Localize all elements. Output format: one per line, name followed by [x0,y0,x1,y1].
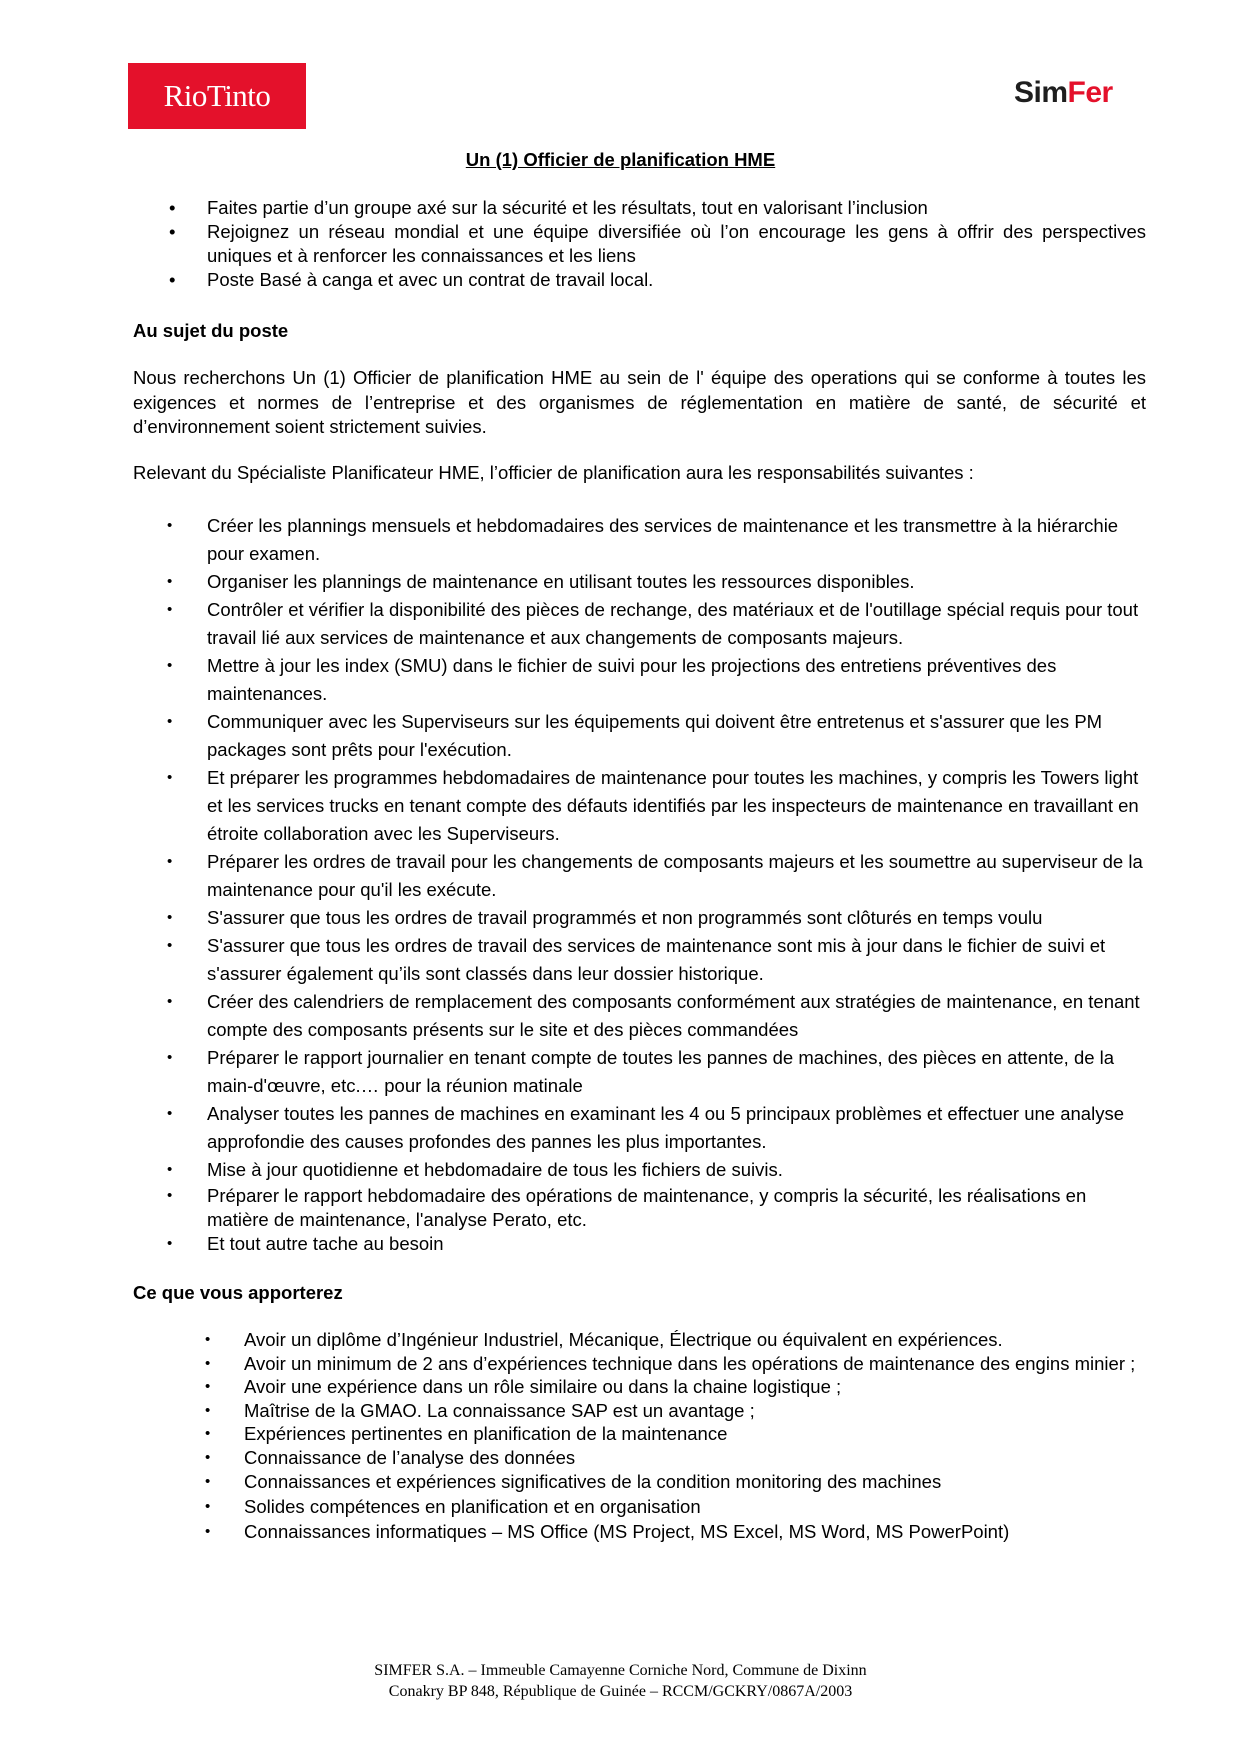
responsibility-item: • Préparer le rapport hebdomadaire des opérations de maintenance, y compris la sécurité, les réalisations en matière de maintenance, l'analyse Perato, etc. [167,1185,1087,1230]
intro-bullet: • Faites partie d’un groupe axé sur la sécurité et les résultats, tout en valorisant l’inclusion [169,197,928,218]
rio-tinto-logo [128,63,306,129]
responsibility-item: • Et préparer les programmes hebdomadaires de maintenance pour toutes les machines, y compris les Towers light et les services trucks en tenant compte des défauts identifiés par les inspecteurs de maintenance en travaillant en étroite collaboration avec les Superviseurs. [133,764,1146,848]
requirement-item: • Avoir une expérience dans un rôle similaire ou dans la chaine logistique ; [205,1376,842,1397]
simfer-logo [1014,76,1113,110]
bullet-icon: • [205,1425,211,1442]
bullet-icon: • [169,269,176,290]
bullet-icon: • [169,221,176,242]
bullet-icon: • [167,573,173,590]
requirement-item: • Maîtrise de la GMAO. La connaissance SAP est un avantage ; [205,1399,755,1421]
bullet-icon: • [167,657,173,674]
bullet-icon: • [167,1235,173,1252]
bullet-icon: • [205,1331,211,1348]
bullet-icon: • [205,1401,211,1419]
responsibility-item: • Préparer le rapport journalier en tenant compte de toutes les pannes de machines, des pièces en attente, de la main-d'œuvre, etc.… pour la réunion matinale [133,1044,1146,1100]
bullet-icon: • [167,1049,173,1066]
bullet-icon: • [205,1498,211,1515]
bullet-icon: • [167,853,173,870]
intro-bullet-list [133,196,1146,292]
responsibility-item: • Créer des calendriers de remplacement des composants conformément aux stratégies de maintenance, en tenant compte des composants présents sur le site et des pièces commandées [133,988,1146,1044]
requirement-item: • Avoir un minimum de 2 ans d’expériences technique dans les opérations de maintenance des engins minier ; [205,1352,1136,1374]
about-heading: Au sujet du poste [133,320,289,341]
bullet-icon: • [167,769,173,786]
bullet-icon: • [167,713,173,730]
bullet-icon: • [205,1378,211,1395]
requirement-item: • Connaissances et expériences significatives de la condition monitoring des machines [205,1471,942,1492]
bullet-icon: • [205,1473,211,1490]
simfer-logo-part2: Fer [1067,76,1113,109]
responsibility-item: • Communiquer avec les Superviseurs sur les équipements qui doivent être entretenus et s'assurer que les PM packages sont prêts pour l'exécution. [133,708,1146,764]
responsibility-item: • Préparer les ordres de travail pour les changements de composants majeurs et les soumettre au superviseur de la maintenance pour qu'il les exécute. [133,848,1146,904]
requirement-item: • Solides compétences en planification et en organisation [205,1496,701,1517]
responsibility-item: • Organiser les plannings de maintenance en utilisant toutes les ressources disponibles. [133,568,1146,596]
requirement-item: • Connaissances informatiques – MS Office (MS Project, MS Excel, MS Word, MS PowerPoint) [205,1521,1010,1542]
bullet-icon: • [167,937,173,954]
bullet-icon: • [167,601,173,618]
responsibility-item: • Mettre à jour les index (SMU) dans le fichier de suivi pour les projections des entretiens préventives des maintenances. [133,652,1146,708]
footer-registration-line: Conakry BP 848, République de Guinée – RCCM/GCKRY/0867A/2003 [388,1683,853,1700]
requirement-item: • Connaissance de l’analyse des données [205,1446,576,1468]
responsibility-item: • Mise à jour quotidienne et hebdomadaire de tous les fichiers de suivis. [133,1156,1146,1184]
bullet-icon: • [167,993,173,1010]
responsibility-item: • Contrôler et vérifier la disponibilité des pièces de rechange, des matériaux et de l'outillage spécial requis pour tout travail lié aux services de maintenance et aux changements de composants majeurs. [133,596,1146,652]
bullet-icon: • [167,1187,173,1204]
requirements-heading: Ce que vous apporterez [133,1282,343,1303]
bullet-icon: • [205,1354,211,1372]
intro-bullet: • Poste Basé à canga et avec un contrat de travail local. [169,269,654,290]
about-paragraph: Nous recherchons Un (1) Officier de planification HME au sein de l' équipe des operations qui se conforme à toutes les exigences et normes de l’entreprise et des organismes de réglementation en matière de santé, de sécurité et d’environnement soient strictement suivies. [133,367,1146,437]
responsibility-item: • Créer les plannings mensuels et hebdomadaires des services de maintenance et les transmettre à la hiérarchie pour examen. [133,512,1146,568]
bullet-icon: • [205,1448,211,1466]
requirements-list [133,1328,1146,1544]
rio-tinto-logo-text: RioTinto [163,78,271,113]
responsibility-item: • S'assurer que tous les ordres de travail programmés et non programmés sont clôturés en temps voulu [133,904,1146,932]
requirement-item: • Avoir un diplôme d’Ingénieur Industriel, Mécanique, Électrique ou équivalent en expériences. [205,1329,1003,1350]
bullet-icon: • [167,1105,173,1122]
responsibilities-list [133,512,1146,1256]
intro-bullet: • Rejoignez un réseau mondial et une équipe diversifiée où l’on encourage les gens à offrir des perspectives uniques et à renforcer les connaissances et les liens [169,221,1146,266]
reporting-paragraph: Relevant du Spécialiste Planificateur HME, l’officier de planification aura les responsabilités suivantes : [133,462,974,483]
simfer-logo-part1: Sim [1014,76,1068,109]
responsibility-item: • Analyser toutes les pannes de machines en examinant les 4 ou 5 principaux problèmes et effectuer une analyse approfondie des causes profondes des pannes les plus importantes. [133,1100,1146,1156]
bullet-icon: • [167,1161,173,1178]
bullet-icon: • [169,197,176,218]
responsibility-item: • S'assurer que tous les ordres de travail des services de maintenance sont mis à jour dans le fichier de suivi et s'assurer également qu’ils sont classés dans leur dossier historique. [133,932,1146,988]
bullet-icon: • [167,909,173,926]
job-title: Un (1) Officier de planification HME [465,149,776,170]
page-footer [0,1660,1241,1702]
footer-address-line: SIMFER S.A. – Immeuble Camayenne Corniche Nord, Commune de Dixinn [374,1662,867,1679]
requirement-item: • Expériences pertinentes en planification de la maintenance [205,1423,728,1444]
bullet-icon: • [205,1523,211,1540]
bullet-icon: • [167,517,173,534]
responsibility-item: • Et tout autre tache au besoin [167,1233,444,1254]
